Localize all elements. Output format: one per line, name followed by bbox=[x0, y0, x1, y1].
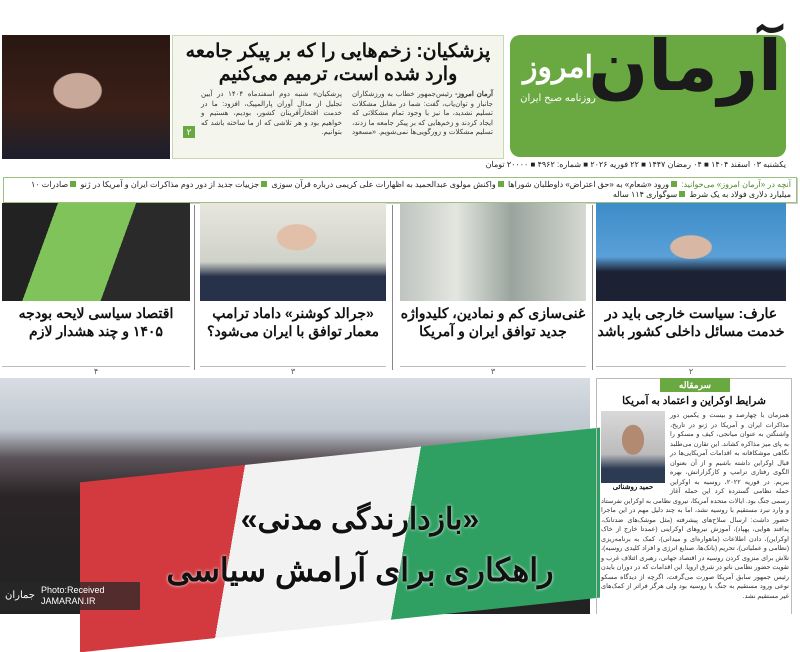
story-card[interactable] bbox=[200, 203, 386, 377]
bullet-icon bbox=[679, 191, 685, 197]
author-name: حمید روشنائی bbox=[612, 484, 654, 491]
logo-subtitle: امروز bbox=[523, 51, 593, 84]
divider bbox=[194, 205, 195, 370]
page-number: ۳ bbox=[400, 366, 586, 377]
ticker-heading: آنچه در «آرمان امروز» می‌خوانید: bbox=[681, 180, 791, 189]
story-photo bbox=[2, 203, 190, 301]
story-photo bbox=[596, 203, 786, 301]
dateline: یکشنبه ۰۳ اسفند ۱۴۰۴ ■ ۰۴ رمضان ۱۴۴۷ ■ ۲۲ فوریه ۲۰۲۶ ■ شماره: ۴۹۶۲ ■ ۲۰۰۰۰ تومان bbox=[485, 160, 786, 169]
hero-headline-line2[interactable]: راهکاری برای آرامش سیاسی bbox=[166, 552, 554, 588]
editorial-label: سرمقاله bbox=[660, 378, 730, 392]
story-headline[interactable]: عارف: سیاست خارجی باید در خدمت مسائل داخلی کشور باشد bbox=[597, 305, 785, 339]
story-photo bbox=[400, 203, 586, 301]
bullet-icon bbox=[70, 181, 76, 187]
editorial-body: همزمان با چهارصد و بیست و یکمین دور مذاکرات ایران و آمریکا در ژنو در تاریخ، واشنگتن به عنوان میانجی، کیف و مسکو را به پای میز مذاکره کشاند. این تقارن می‌طلبد نگاهی موشکافانه به اقدامات آمریکایی‌ها در قبال اوکراین داشته باشیم و از آن بعنوان الگوی رفتاری ترامپ و کارگزارانش، بهره ببریم. در فوریه ۲۰۲۲، روسیه به اوکراین حمله نظامی گسترده کرد این حمله آغاز رسمی جنگ بود. ایالات متحده آمریکا، نیروی نظامی bbox=[652, 412, 789, 505]
photo-credit bbox=[0, 582, 140, 610]
hero-headline[interactable] bbox=[150, 500, 570, 592]
divider bbox=[392, 205, 393, 370]
story-headline[interactable]: اقتصاد سیاسی لایحه بودجه ۱۴۰۵ و چند هشدار لازم bbox=[18, 305, 174, 339]
divider bbox=[592, 205, 593, 370]
lead-story-text: رئیس‌جمهور خطاب به ورزشکاران جانباز و توان‌یاب، گفت: شما در مقابل مشکلات تسلیم نشدید، ما نیز با وجود تمام مشکلاتی که ایجاد کردند و زخم‌هایی که بر پیکر جامعه ما زدند، تسلیم مشکلات و زورگویی‌ها نمی‌شویم. «مسعود پزشکیان» شنبه دوم اسفندماه ۱۴۰۴ در آیین تجلیل از مدال آوران پارالمپیک، افزود: ما در خدمت افتخارآفرینان کشور، بودیم، هستیم و خواهیم بود و هر تلاشی که از ما ساخته باشد که بتوانیم. bbox=[201, 91, 493, 136]
story-card[interactable] bbox=[400, 203, 586, 377]
jamaran-logo: جماران bbox=[5, 590, 35, 601]
story-headline[interactable]: «جرالد کوشنر» داماد ترامپ معمار توافق با ایران می‌شود؟ bbox=[207, 305, 379, 339]
hero-headline-line1[interactable]: «بازدارندگی مدنی» bbox=[240, 503, 480, 536]
ticker-item[interactable]: جزییات جدید از دور دوم مذاکرات ایران و آمریکا در ژنو bbox=[80, 180, 260, 189]
author-figure bbox=[601, 411, 665, 493]
lead-story-photo bbox=[2, 35, 170, 159]
lead-story-headline[interactable]: پزشکیان: زخم‌هایی را که بر پیکر جامعه وارد شده است، ترمیم می‌کنیم bbox=[185, 41, 491, 85]
lead-story-source: آرمان امروز- bbox=[455, 91, 493, 98]
bullet-icon bbox=[498, 181, 504, 187]
ticker-item[interactable]: ورود «شعام» به «حق اعتراض» داوطلبان شوراها bbox=[507, 180, 669, 189]
bullet-icon bbox=[261, 181, 267, 187]
page-number-badge: ۲ bbox=[183, 126, 195, 138]
bullet-icon bbox=[671, 181, 677, 187]
lead-story-content bbox=[183, 90, 493, 138]
author-photo bbox=[601, 411, 665, 483]
ticker-item[interactable]: سوگواری ۱۱۴ ساله bbox=[612, 190, 678, 199]
ticker-item[interactable]: صادرات ۱۰ میلیارد دلاری فولاد به یک شرط bbox=[30, 180, 791, 199]
story-card[interactable] bbox=[2, 203, 190, 377]
editorial-content bbox=[601, 411, 789, 601]
editorial-body-continued: به اوکراین نفرستاد و وارد نبرد مستقیم با روسیه نشد، اما به چند دلیل مهم در این ماجرا حضور داشت: ارسال سلاح‌های پیشرفته (مثل موشک‌های ضدتانک، پدافند هوایی، پهپاد)، آموزش نیروهای اوکراینی (عمدتا خارج از خاک اوکراین)، دادن اطلاعات (ماهواره‌ای و میدانی)، کمک به برنامه‌ریزی (نظامی و عملیاتی)، تحریم (بانک‌ها، صنایع انرژی و افراد کلیدی روسیه)، تلاش برای منزوی کردن روسیه در اقتصاد جهانی، رهبری ائتلاف غرب و تقویت حضور نظامی ناتو در شرق اروپا. این اقدامات که در دوران بایدن رئیس جمهور سابق آمریکا صورت می‌گرفت، اگرچه از دیدگاه مسکو نوعی ورود مستقیم به جنگ با روسیه بود ولی هرگز فراتر از کمک‌های غیر مستقیم نشد. bbox=[601, 497, 789, 600]
story-headline[interactable]: غنی‌سازی کم و نمادین، کلیدواژه جدید توافق ایران و آمریکا bbox=[400, 305, 586, 339]
page-number: ۴ bbox=[2, 366, 190, 377]
lead-story-body bbox=[201, 90, 493, 138]
story-photo bbox=[200, 203, 386, 301]
page-number: ۳ bbox=[200, 366, 386, 377]
ticker-item[interactable]: واکنش مولوی عبدالحمید به اظهارات علی کریمی درباره قرآن سوزی bbox=[271, 180, 496, 189]
page-number: ۲ bbox=[596, 366, 786, 377]
lead-story[interactable] bbox=[172, 35, 504, 159]
news-ticker bbox=[3, 177, 797, 203]
credit-text: Photo:Received JAMARAN.IR bbox=[40, 585, 105, 606]
story-card[interactable] bbox=[596, 203, 786, 377]
editorial-headline[interactable]: شرایط اوکراین و اعتماد به آمریکا bbox=[622, 395, 766, 407]
newspaper-logo: آرمان bbox=[588, 25, 782, 107]
logo-tagline: روزنامه صبح ایران bbox=[520, 93, 596, 104]
